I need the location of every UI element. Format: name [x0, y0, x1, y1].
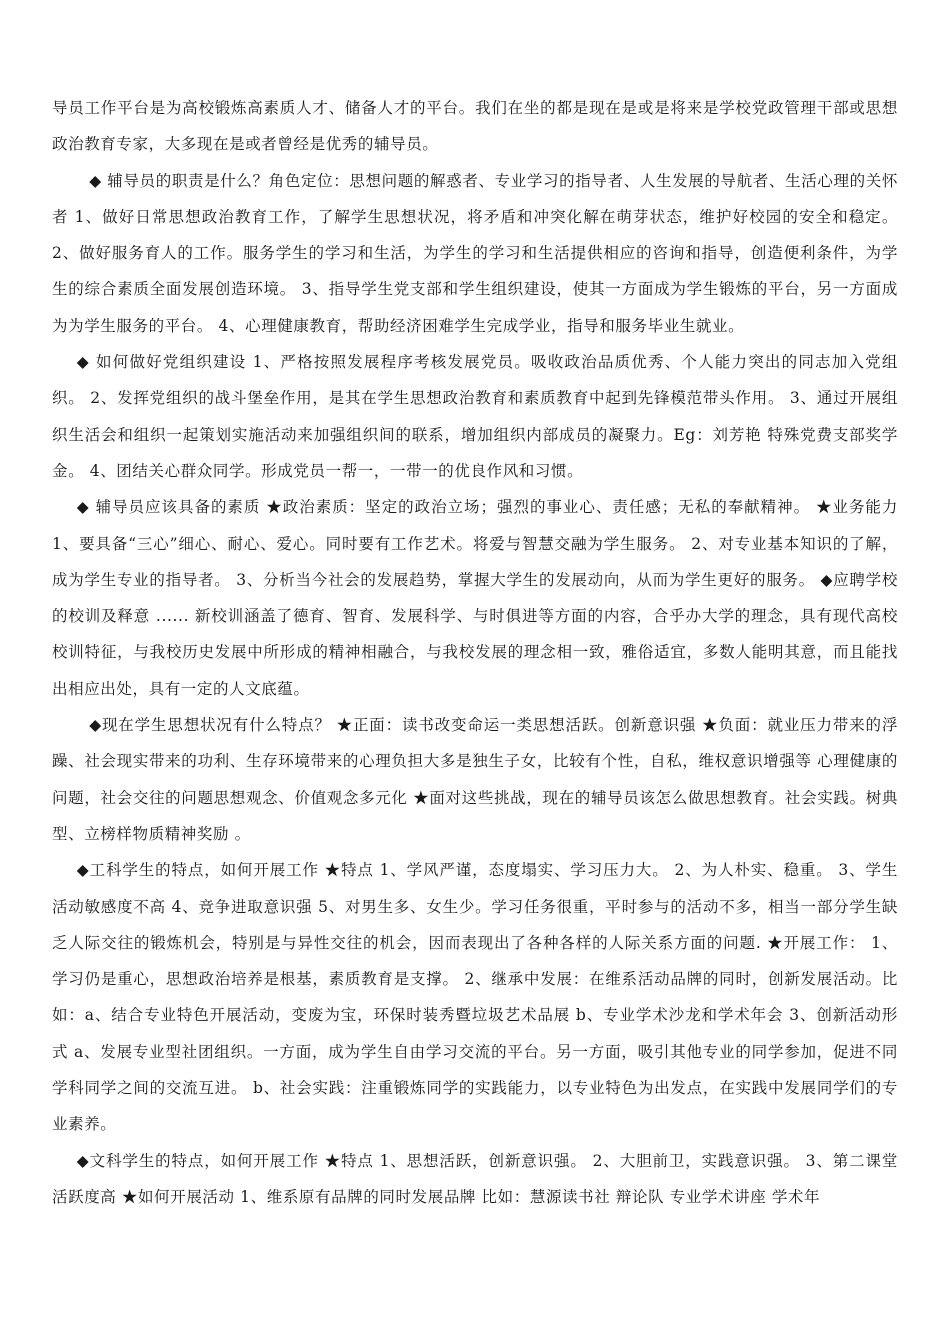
paragraph-engineering-students: ◆工科学生的特点，如何开展工作 ★特点 1、学风严谨，态度塌实、学习压力大。 2、为人朴实、稳重。 3、学生活动敏感度不高 4、竞争进取意识强 5、对男生多、女生少。学习任务很重，平时参与的活动不多，相当一部分学生缺乏人际交往的锻炼机会，特别是与异性交往的机会，因而表现出了各种各样的人际关系方面的问题. ★开展工作： 1、学习仍是重心，思想政治培养是根基，素质教育是支撑。 2、继承中发展：在维系活动品牌的同时，创新发展活动。比如：a、结合专业特色开展活动，变废为宝，环保时装秀暨垃圾艺术品展 b、专业学术沙龙和学术年会 3、创新活动形式 a、发展专业型社团组织。一方面，成为学生自由学习交流的平台。另一方面，吸引其他专业的同学参加，促进不同学科同学之间的交流互进。 b、社会实践：注重锻炼同学的实践能力，以专业特色为出发点，在实践中发展同学们的专业素养。 [52, 861, 898, 1134]
paragraph-counselor-qualities: ◆ 辅导员应该具备的素质 ★政治素质：坚定的政治立场；强烈的事业心、责任感；无私的奉献精神。 ★业务能力 1、要具备“三心”细心、耐心、爱心。同时要有工作艺术。将爱与智慧交融为学生服务。 2、对专业基本知识的了解，成为学生专业的指导者。 3、分析当今社会的发展趋势，掌握大学生的发展动向，从而为学生更好的服务。 ◆应聘学校的校训及释意 ...... 新校训涵盖了德育、智育、发展科学、与时俱进等方面的内容，合乎办大学的理念，具有现代高校校训特征，与我校历史发展中所形成的精神相融合，与我校发展的理念相一致，雅俗适宜，多数人能明其意，而且能找出相应出处，具有一定的人文底蕴。 [52, 498, 898, 698]
paragraph-liberal-arts-students: ◆文科学生的特点，如何开展工作 ★特点 1、思想活跃，创新意识强。 2、大胆前卫，实践意识强。 3、第二课堂活跃度高 ★如何开展活动 1、维系原有品牌的同时发展品牌 比如：慧源读书社 辩论队 专业学术讲座 学术年 [52, 1151, 898, 1206]
paragraph-party-building: ◆ 如何做好党组织建设 1、严格按照发展程序考核发展党员。吸收政治品质优秀、个人能力突出的同志加入党组织。 2、发挥党组织的战斗堡垒作用，是其在学生思想政治教育和素质教育中起到先锋模范带头作用。 3、通过开展组织生活会和组织一起策划实施活动来加强组织间的联系，增加组织内部成员的凝聚力。Eg：刘芳艳 特殊党费支部奖学金。 4、团结关心群众同学。形成党员一帮一，一带一的优良作风和习惯。 [52, 353, 898, 480]
document-page [52, 90, 898, 1215]
paragraph-counselor-duties: ◆ 辅导员的职责是什么？角色定位：思想问题的解惑者、专业学习的指导者、人生发展的导航者、生活心理的关怀者 1、做好日常思想政治教育工作，了解学生思想状况，将矛盾和冲突化解在萌芽状态，维护好校园的安全和稳定。 2、做好服务育人的工作。服务学生的学习和生活，为学生的学习和生活提供相应的咨询和指导，创造便利条件，为学生的综合素质全面发展创造环境。 3、指导学生党支部和学生组织建设，使其一方面成为学生锻炼的平台，另一方面成为为学生服务的平台。 4、心理健康教育，帮助经济困难学生完成学业，指导和服务毕业生就业。 [52, 171, 898, 335]
paragraph-intro: 导员工作平台是为高校锻炼高素质人才、储备人才的平台。我们在坐的都是现在是或是将来是学校党政管理干部或思想政治教育专家，大多现在是或者曾经是优秀的辅导员。 [52, 99, 898, 154]
paragraph-student-thinking: ◆现在学生思想状况有什么特点？ ★正面：读书改变命运一类思想活跃。创新意识强 ★负面：就业压力带来的浮躁、社会现实带来的功利、生存环境带来的心理负担大多是独生子女，比较有个性，自私，维权意识增强等 心理健康的问题，社会交往的问题思想观念、价值观念多元化 ★面对这些挑战，现在的辅导员该怎么做思想教育。社会实践。树典型、立榜样物质精神奖励 。 [52, 716, 898, 843]
